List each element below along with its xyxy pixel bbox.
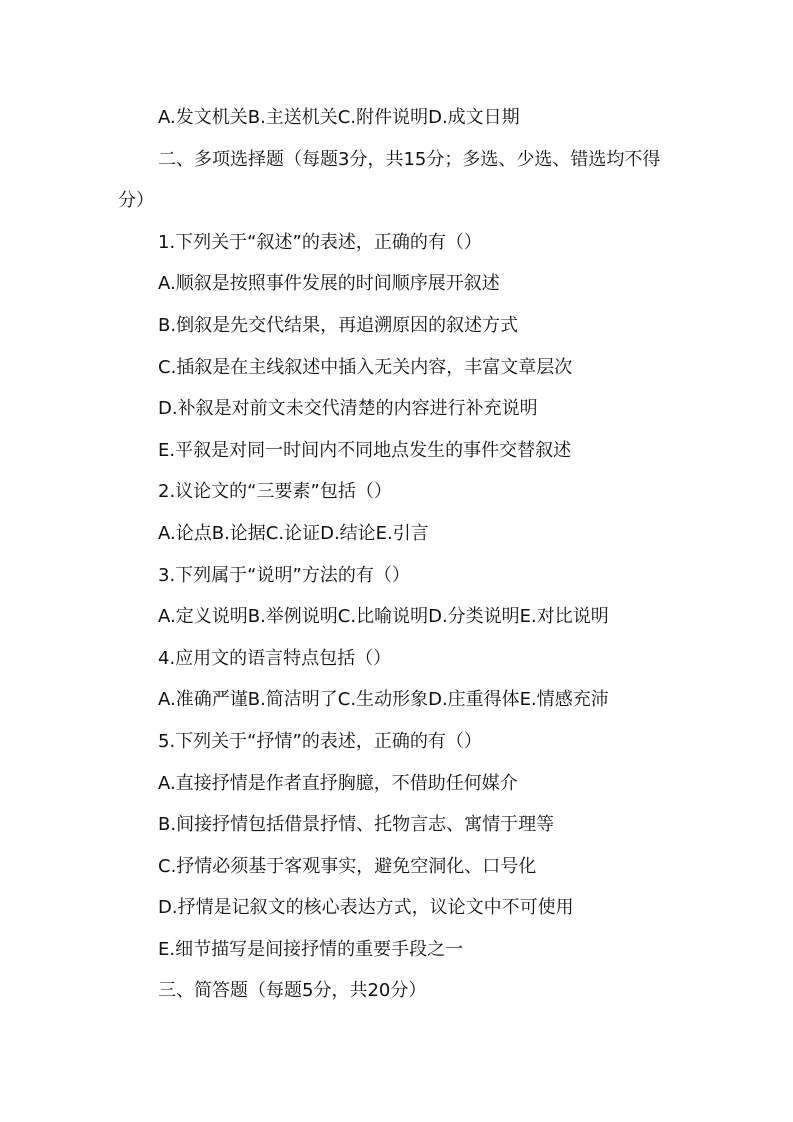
option-text: A.直接抒情是作者直抒胸臆，不借助任何媒介 (158, 772, 518, 794)
option-text: B.间接抒情包括借景抒情、托物言志、寓情于理等 (158, 814, 555, 836)
option-text: B.倒叙是先交代结果，再追溯原因的叙述方式 (158, 314, 519, 336)
option-text: D.抒情是记叙文的核心表达方式，议论文中不可使用 (158, 897, 574, 919)
option-text: C.插叙是在主线叙述中插入无关内容，丰富文章层次 (158, 356, 573, 378)
option-text: A.准确严谨B.简洁明了C.生动形象D.庄重得体E.情感充沛 (158, 689, 609, 711)
option-text: A.顺叙是按照事件发展的时间顺序展开叙述 (158, 273, 500, 295)
question-text: 2.议论文的“三要素”包括（） (158, 481, 392, 503)
section-heading: 二、多项选择题（每题3分，共15分；多选、少选、错选均不得 (158, 148, 661, 170)
option-text: C.抒情必须基于客观事实，避免空洞化、口号化 (158, 855, 537, 877)
option-text: D.补叙是对前文未交代清楚的内容进行补充说明 (158, 398, 538, 420)
section-heading-continuation: 分） (118, 190, 154, 212)
option-text: A.定义说明B.举例说明C.比喻说明D.分类说明E.对比说明 (158, 606, 609, 628)
question-text: 1.下列关于“叙述”的表述，正确的有（） (158, 231, 482, 253)
question-text: 3.下列属于“说明”方法的有（） (158, 564, 410, 586)
option-text: E.细节描写是间接抒情的重要手段之一 (158, 938, 464, 960)
section-heading: 三、简答题（每题5分，共20分） (158, 980, 427, 1002)
option-text: E.平叙是对同一时间内不同地点发生的事件交替叙述 (158, 439, 572, 461)
text-line: A.发文机关B.主送机关C.附件说明D.成文日期 (158, 107, 520, 128)
question-text: 5.下列关于“抒情”的表述，正确的有（） (158, 730, 482, 752)
document-body (118, 97, 678, 1012)
question-text: 4.应用文的语言特点包括（） (158, 647, 392, 669)
option-text: A.论点B.论据C.论证D.结论E.引言 (158, 522, 429, 544)
